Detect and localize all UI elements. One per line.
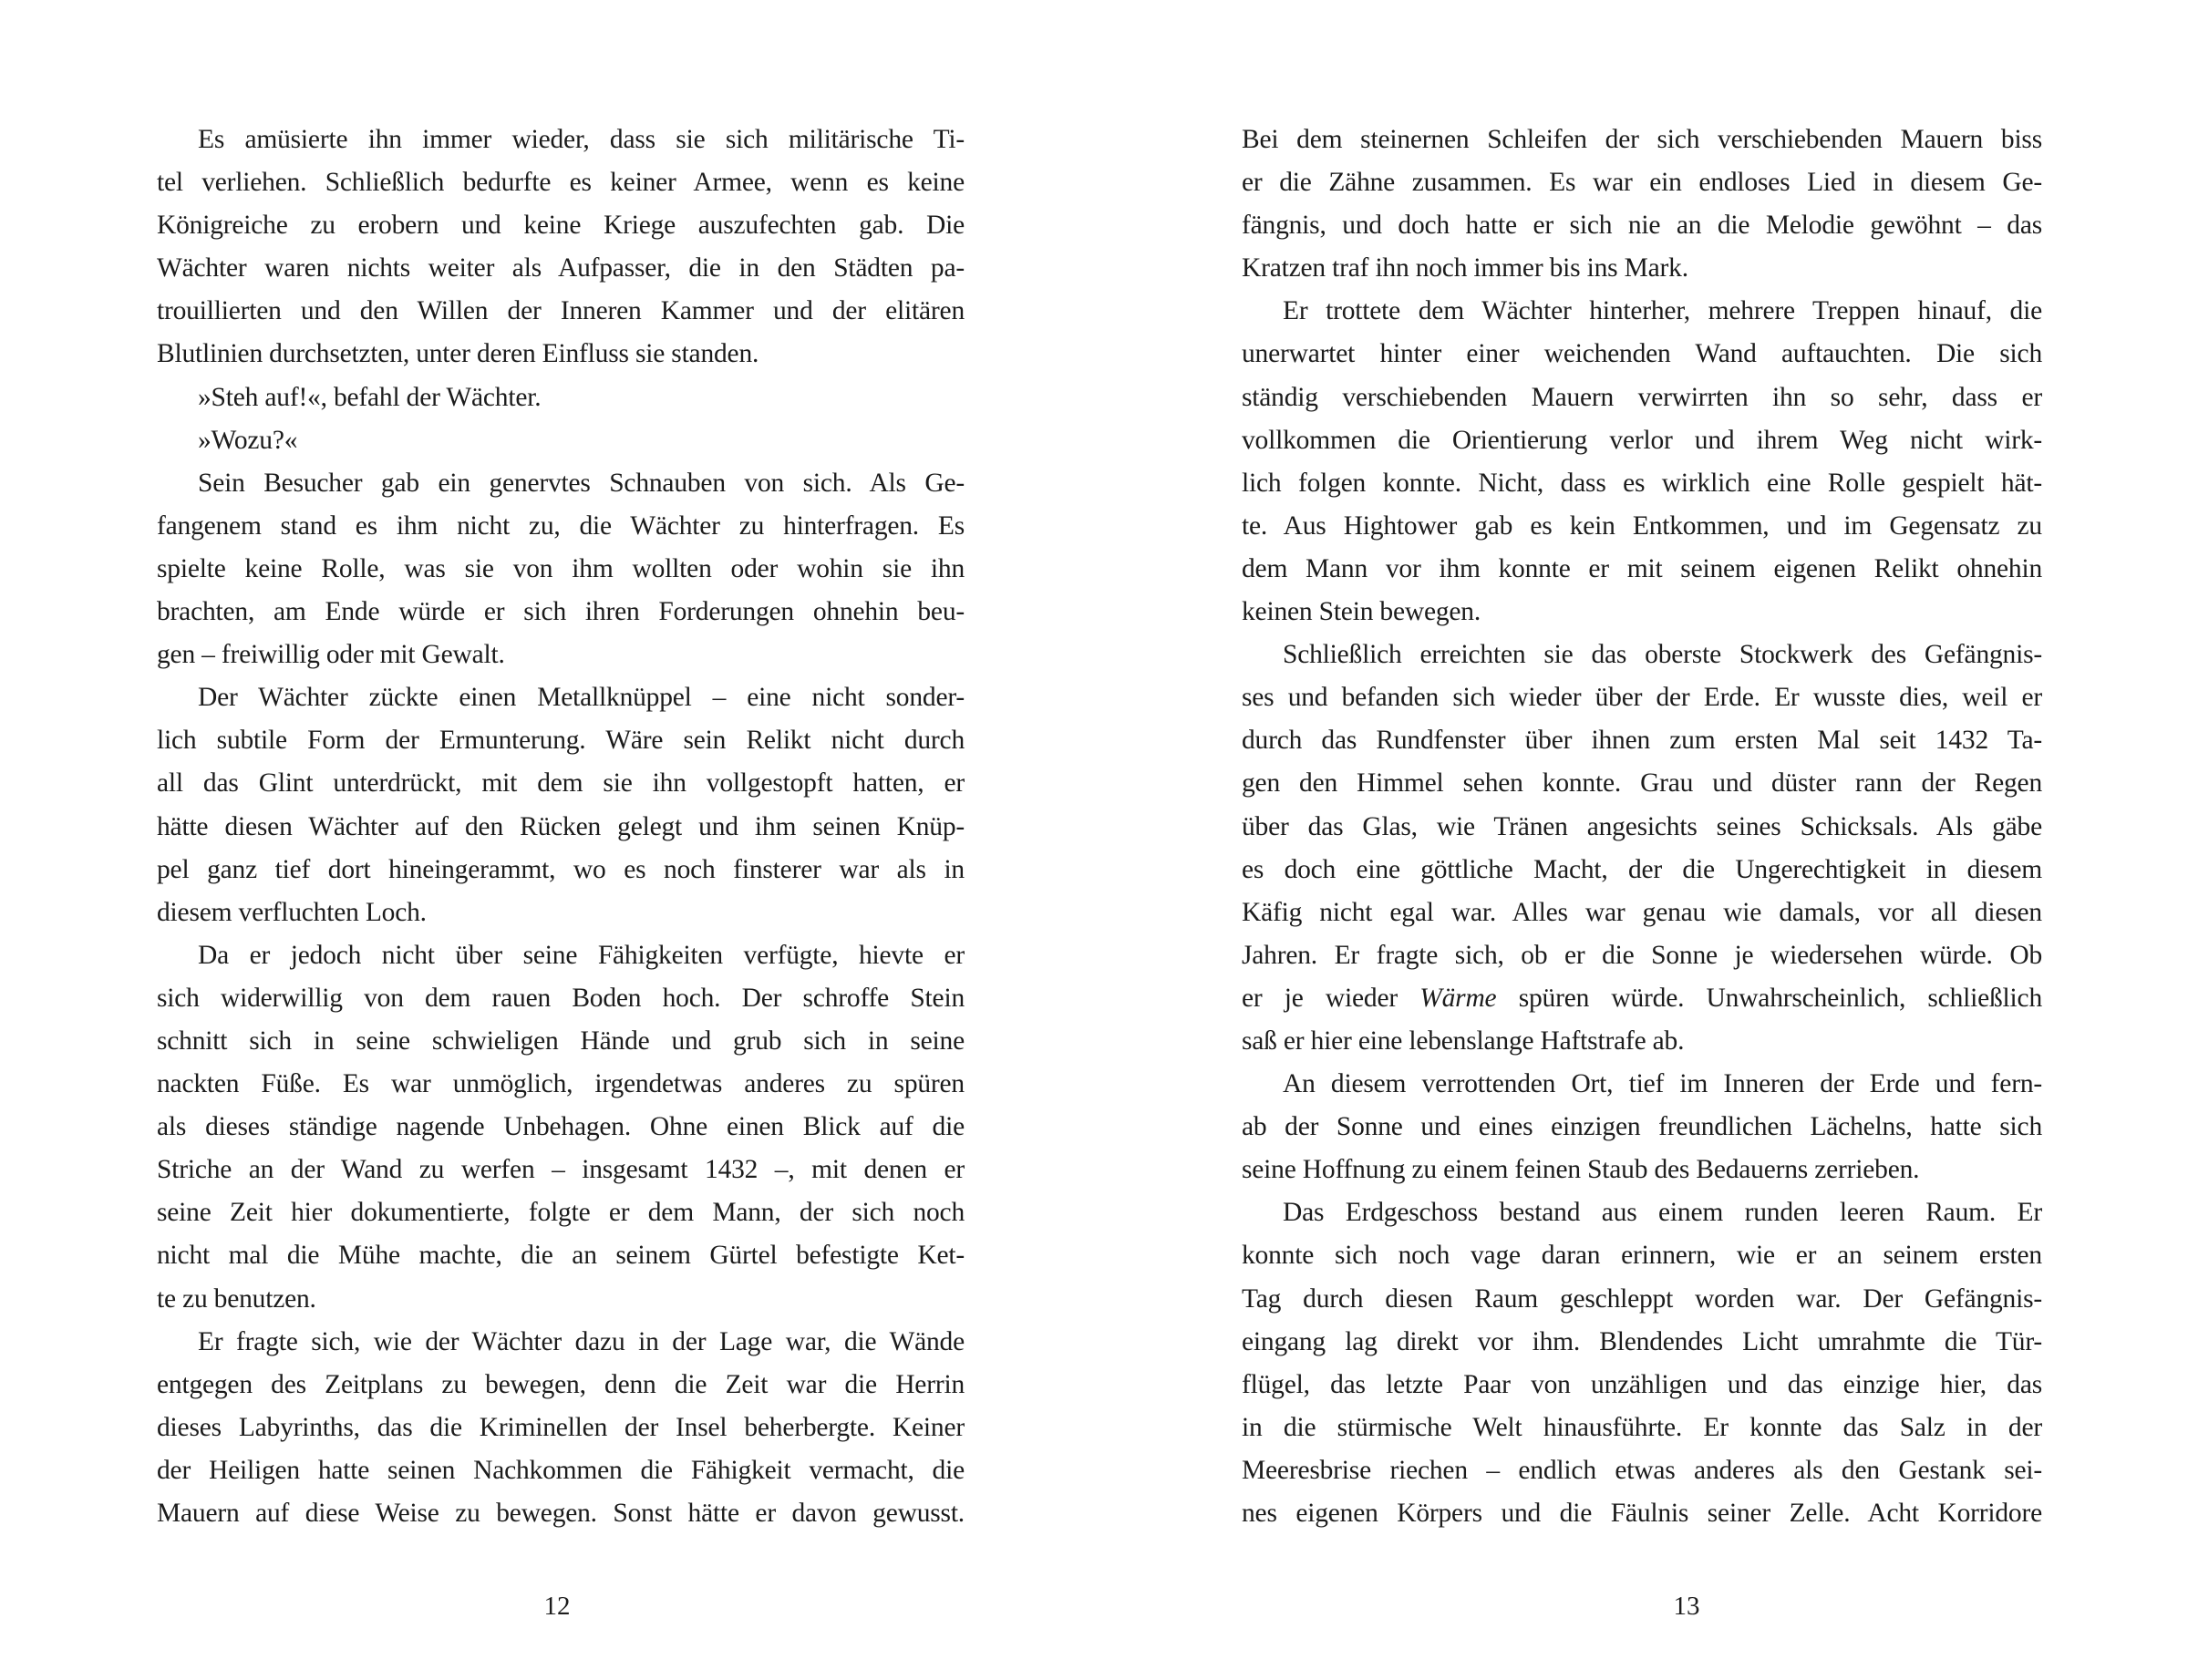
text-line: sich widerwillig von dem rauen Boden hoch. Der schroffe Stein <box>157 983 965 1013</box>
text-line: nes eigenen Körpers und die Fäulnis seiner Zelle. Acht Korridore <box>1242 1499 2042 1528</box>
text-line: gen – freiwillig oder mit Gewalt. <box>157 640 505 670</box>
body-text <box>157 119 965 1535</box>
text-line: keinen Stein bewegen. <box>1242 597 1481 627</box>
text-line: Schließlich erreichten sie das oberste Stockwerk des Gefängnis- <box>1283 640 2042 670</box>
text-line: Wächter waren nichts weiter als Aufpasser, die in den Städten pa- <box>157 253 965 283</box>
text-line: der Heiligen hatte seinen Nachkommen die Fähigkeit vermacht, die <box>157 1455 965 1485</box>
text-line: Bei dem steinernen Schleifen der sich verschiebenden Mauern biss <box>1242 125 2042 154</box>
text-line: ab der Sonne und eines einzigen freundlichen Lächelns, hatte sich <box>1242 1112 2042 1142</box>
text-line: »Steh auf!«, befahl der Wächter. <box>198 382 542 412</box>
text-line: Jahren. Er fragte sich, ob er die Sonne je wiedersehen würde. Ob <box>1242 940 2042 970</box>
text-line: entgegen des Zeitplans zu bewegen, denn die Zeit war die Herrin <box>157 1369 965 1399</box>
paragraph <box>157 462 965 676</box>
text-line: Kratzen traf ihn noch immer bis ins Mark. <box>1242 253 1688 283</box>
text-line: Er fragte sich, wie der Wächter dazu in der Lage war, die Wände <box>198 1326 965 1356</box>
paragraph <box>157 676 965 934</box>
paragraph <box>157 934 965 1321</box>
text-line: er die Zähne zusammen. Es war ein endloses Lied in diesem Ge- <box>1242 168 2042 198</box>
paragraph <box>157 119 965 376</box>
page-number: 13 <box>1673 1592 1700 1621</box>
text-line: in die stürmische Welt hinausführte. Er konnte das Salz in der <box>1242 1412 2042 1442</box>
text-line: te zu benutzen. <box>157 1283 316 1314</box>
text-line: Mauern auf diese Weise zu bewegen. Sonst hätte er davon gewusst. <box>157 1499 965 1528</box>
text-line: ses und befanden sich wieder über der Erde. Er wusste dies, weil er <box>1242 683 2042 713</box>
text-line: Es amüsierte ihn immer wieder, dass sie sich militärische Ti- <box>198 125 965 154</box>
text-line: spielte keine Rolle, was sie von ihm wollten oder wohin sie ihn <box>157 553 965 583</box>
text-line: Königreiche zu erobern und keine Kriege auszufechten gab. Die <box>157 211 965 241</box>
text-line: tel verliehen. Schließlich bedurfte es keiner Armee, wenn es keine <box>157 168 965 198</box>
text-line: fängnis, und doch hatte er sich nie an die Melodie gewöhnt – das <box>1242 211 2042 241</box>
text-line: lich subtile Form der Ermunterung. Wäre sein Relikt nicht durch <box>157 726 965 756</box>
text-line: als dieses ständige nagende Unbehagen. Ohne einen Blick auf die <box>157 1112 965 1142</box>
page-number: 12 <box>543 1592 571 1621</box>
text-line: fangenem stand es ihm nicht zu, die Wächter zu hinterfragen. Es <box>157 510 965 541</box>
text-line: schnitt sich in seine schwieligen Hände und grub sich in seine <box>157 1026 965 1056</box>
paragraph <box>1242 290 2042 634</box>
text-line: Meeresbrise riechen – endlich etwas anderes als den Gestank sei- <box>1242 1455 2042 1485</box>
text-line: diesem verfluchten Loch. <box>157 897 427 927</box>
paragraph <box>1242 1191 2042 1535</box>
text-line: gen den Himmel sehen konnte. Grau und düster rann der Regen <box>1242 768 2042 799</box>
text-line: dieses Labyrinths, das die Kriminellen der Insel beherbergte. Keiner <box>157 1412 965 1442</box>
text-line: lich folgen konnte. Nicht, dass es wirklich eine Rolle gespielt hät- <box>1242 468 2042 498</box>
text-line: trouillierten und den Willen der Inneren Kammer und der elitären <box>157 296 965 326</box>
body-text <box>1242 119 2042 1535</box>
text-line: ständig verschiebenden Mauern verwirrten ihn so sehr, dass er <box>1242 382 2042 412</box>
text-line: es doch eine göttliche Macht, der die Ungerechtigkeit in diesem <box>1242 854 2042 884</box>
text-line: brachten, am Ende würde er sich ihren Forderungen ohnehin beu- <box>157 597 965 627</box>
emphasized-word: Wärme <box>1419 983 1497 1013</box>
text-line: Das Erdgeschoss bestand aus einem runden leeren Raum. Er <box>1283 1198 2042 1228</box>
text-line: flügel, das letzte Paar von unzähligen und das einzige hier, das <box>1242 1369 2042 1399</box>
paragraph <box>1242 634 2042 1063</box>
text-line: unerwartet hinter einer weichenden Wand auftauchten. Die sich <box>1242 339 2042 369</box>
text-line: all das Glint unterdrückt, mit dem sie ihn vollgestopft hatten, er <box>157 768 965 799</box>
text-line: Er trottete dem Wächter hinterher, mehrere Treppen hinauf, die <box>1283 296 2042 326</box>
text-line: Blutlinien durchsetzten, unter deren Einfluss sie standen. <box>157 339 759 369</box>
text-line: über das Glas, wie Tränen angesichts seines Schicksals. Als gäbe <box>1242 811 2042 841</box>
right-page <box>1094 0 2188 1680</box>
text-line: hätte diesen Wächter auf den Rücken gelegt und ihm seinen Knüp- <box>157 811 965 841</box>
text-line: Käfig nicht egal war. Alles war genau wie damals, vor all diesen <box>1242 897 2042 927</box>
text-line: nackten Füße. Es war unmöglich, irgendetwas anderes zu spüren <box>157 1069 965 1099</box>
text-segment: spüren würde. Unwahrscheinlich, schließlich <box>1496 983 2042 1013</box>
paragraph <box>157 419 965 462</box>
text-line: Tag durch diesen Raum geschleppt worden war. Der Gefängnis- <box>1242 1283 2042 1314</box>
paragraph <box>1242 1063 2042 1191</box>
text-line: Der Wächter zückte einen Metallknüppel – eine nicht sonder- <box>198 683 965 713</box>
text-line <box>1242 977 2042 1020</box>
text-line: »Wozu?« <box>198 425 298 455</box>
text-line: te. Aus Hightower gab es kein Entkommen, und im Gegensatz zu <box>1242 510 2042 541</box>
text-line: Sein Besucher gab ein genervtes Schnauben von sich. Als Ge- <box>198 468 965 498</box>
text-line: vollkommen die Orientierung verlor und ihrem Weg nicht wirk- <box>1242 425 2042 455</box>
paragraph <box>1242 119 2042 290</box>
text-line: eingang lag direkt vor ihm. Blendendes Licht umrahmte die Tür- <box>1242 1326 2042 1356</box>
text-line: An diesem verrottenden Ort, tief im Inneren der Erde und fern- <box>1283 1069 2042 1099</box>
text-line: Da er jedoch nicht über seine Fähigkeiten verfügte, hievte er <box>198 940 965 970</box>
text-line: saß er hier eine lebenslange Haftstrafe ab. <box>1242 1026 1685 1056</box>
text-line: pel ganz tief dort hineingerammt, wo es noch finsterer war als in <box>157 854 965 884</box>
text-line: nicht mal die Mühe machte, die an seinem Gürtel befestigte Ket- <box>157 1241 965 1271</box>
text-line: dem Mann vor ihm konnte er mit seinem eigenen Relikt ohnehin <box>1242 553 2042 583</box>
paragraph <box>157 1321 965 1535</box>
text-line: seine Hoffnung zu einem feinen Staub des Bedauerns zerrieben. <box>1242 1155 1920 1185</box>
text-line: konnte sich noch vage daran erinnern, wie er an seinem ersten <box>1242 1241 2042 1271</box>
text-segment: er je wieder <box>1242 983 1420 1013</box>
text-line: seine Zeit hier dokumentierte, folgte er dem Mann, der sich noch <box>157 1198 965 1228</box>
text-line: Striche an der Wand zu werfen – insgesamt 1432 –, mit denen er <box>157 1155 965 1185</box>
paragraph <box>157 376 965 419</box>
text-line: durch das Rundfenster über ihnen zum ersten Mal seit 1432 Ta- <box>1242 726 2042 756</box>
